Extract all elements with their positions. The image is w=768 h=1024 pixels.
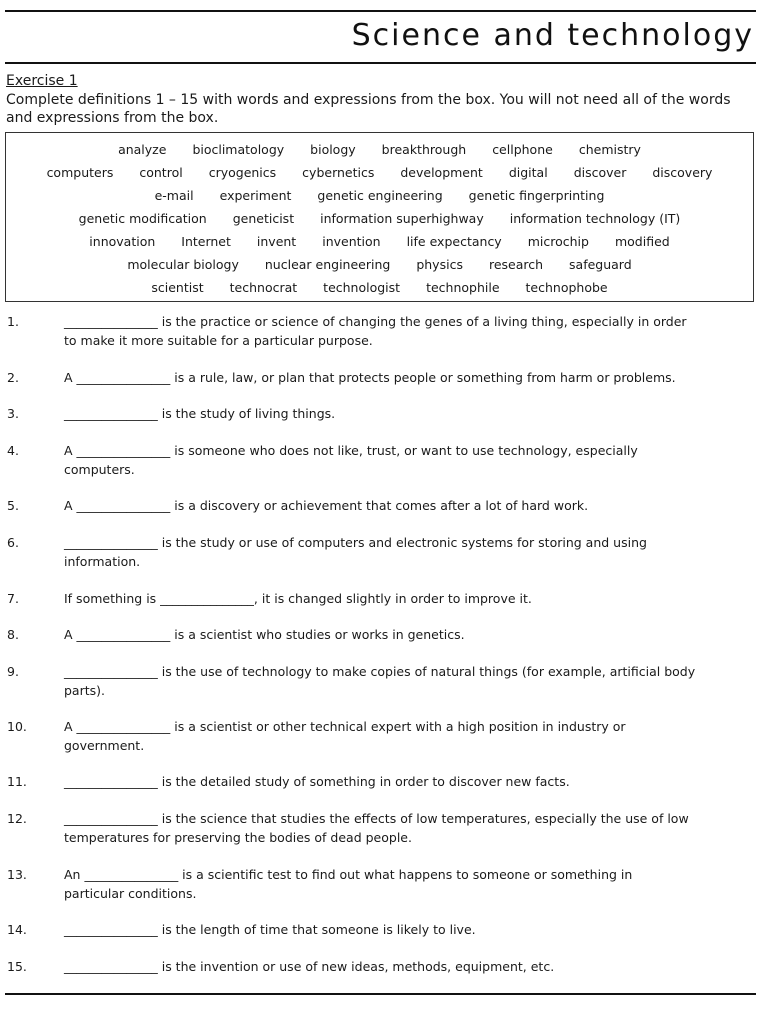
word-box-term: development xyxy=(400,165,483,180)
word-box-term: cybernetics xyxy=(302,165,375,180)
word-box-term: nuclear engineering xyxy=(264,257,391,272)
definition-number: 2. xyxy=(7,370,19,385)
bottom-rule xyxy=(5,993,756,995)
definition-line: parts). xyxy=(64,682,105,698)
word-box-term: bioclimatology xyxy=(192,142,285,157)
definition-number: 13. xyxy=(7,867,27,882)
word-box-term: research xyxy=(488,257,544,272)
definition-line: If something is _______________, it is changed slightly in order to improve it. xyxy=(64,591,532,606)
definition-text xyxy=(64,773,758,792)
definition-line: _______________ is the detailed study of something in order to discover new facts. xyxy=(64,774,570,789)
word-box-term: scientist xyxy=(151,280,204,295)
definition-line: _______________ is the study or use of computers and electronic systems for storing and using xyxy=(64,535,647,550)
definition-line: government. xyxy=(64,737,145,753)
word-box-term: computers xyxy=(46,165,114,180)
word-box-term: genetic fingerprinting xyxy=(468,188,605,203)
word-box-term: innovation xyxy=(89,234,156,249)
definition-text xyxy=(64,405,758,424)
definition-number: 1. xyxy=(7,314,19,329)
word-box-term: discovery xyxy=(652,165,713,180)
word-box-term: technologist xyxy=(323,280,401,295)
definition-line: computers. xyxy=(64,461,135,477)
word-box-row xyxy=(6,184,753,207)
definition-line: _______________ is the length of time that someone is likely to live. xyxy=(64,922,476,937)
definition-line: _______________ is the use of technology to make copies of natural things (for example, artificial body xyxy=(64,664,696,679)
definition-text xyxy=(64,866,758,903)
definition-number: 10. xyxy=(7,719,27,734)
definition-line: information. xyxy=(64,553,141,569)
definition-text xyxy=(64,497,758,516)
word-box-term: genetic modification xyxy=(78,211,207,226)
exercise-label: Exercise 1 xyxy=(6,73,78,89)
word-box-row xyxy=(6,161,753,184)
word-box-term: invention xyxy=(322,234,381,249)
word-box-term: life expectancy xyxy=(406,234,502,249)
definition-number: 3. xyxy=(7,406,19,421)
definition-text xyxy=(64,590,758,609)
definition-text xyxy=(64,313,758,350)
word-box-term: safeguard xyxy=(569,257,632,272)
definition-line: An _______________ is a scientific test to find out what happens to someone or something in xyxy=(64,867,633,882)
definition-number: 15. xyxy=(7,959,27,974)
definition-text xyxy=(64,921,758,940)
definition-line: A _______________ is someone who does not like, trust, or want to use technology, especially xyxy=(64,443,638,458)
definition-line: particular conditions. xyxy=(64,885,197,901)
word-box-row xyxy=(6,207,753,230)
definition-line: A _______________ is a scientist who studies or works in genetics. xyxy=(64,627,465,642)
title-rule xyxy=(5,62,756,64)
word-box-term: molecular biology xyxy=(127,257,239,272)
word-box-term: analyze xyxy=(118,142,167,157)
definition-text xyxy=(64,442,758,479)
word-box-term: digital xyxy=(508,165,548,180)
definition-text xyxy=(64,663,758,700)
word-box-term: microchip xyxy=(527,234,589,249)
definition-line: _______________ is the science that studies the effects of low temperatures, especially the use of low xyxy=(64,811,689,826)
exercise-instructions: Complete definitions 1 – 15 with words and expressions from the box. You will not need all of the words and expressions from the box. xyxy=(6,92,731,126)
definition-number: 14. xyxy=(7,922,27,937)
word-box-term: information technology (IT) xyxy=(509,211,681,226)
word-box-term: biology xyxy=(310,142,356,157)
definition-line: temperatures for preserving the bodies of dead people. xyxy=(64,829,412,845)
word-box-term: modified xyxy=(614,234,670,249)
definition-text xyxy=(64,958,758,977)
definition-number: 6. xyxy=(7,535,19,550)
word-box-row xyxy=(6,253,753,276)
word-box-row xyxy=(6,138,753,161)
word-box-term: genetic engineering xyxy=(317,188,443,203)
word-box xyxy=(5,132,754,302)
definition-text xyxy=(64,369,758,388)
word-box-term: Internet xyxy=(181,234,231,249)
definition-number: 7. xyxy=(7,591,19,606)
word-box-term: information superhighway xyxy=(320,211,484,226)
word-box-row xyxy=(6,230,753,253)
definition-text xyxy=(64,718,758,755)
word-box-term: invent xyxy=(256,234,297,249)
definition-text xyxy=(64,810,758,847)
word-box-term: experiment xyxy=(219,188,292,203)
word-box-term: physics xyxy=(416,257,463,272)
definition-number: 5. xyxy=(7,498,19,513)
definition-text xyxy=(64,534,758,571)
definition-line: A _______________ is a discovery or achievement that comes after a lot of hard work. xyxy=(64,498,589,513)
word-box-term: chemistry xyxy=(578,142,641,157)
word-box-term: technophile xyxy=(426,280,500,295)
top-rule xyxy=(5,10,756,12)
word-box-term: discover xyxy=(573,165,627,180)
page-title: Science and technology xyxy=(351,18,754,53)
definition-number: 8. xyxy=(7,627,19,642)
definition-text xyxy=(64,626,758,645)
definition-line: A _______________ is a scientist or other technical expert with a high position in industry or xyxy=(64,719,626,734)
definition-number: 12. xyxy=(7,811,27,826)
definition-number: 11. xyxy=(7,774,27,789)
word-box-term: cellphone xyxy=(492,142,553,157)
word-box-term: e-mail xyxy=(154,188,194,203)
word-box-term: cryogenics xyxy=(208,165,277,180)
word-box-term: control xyxy=(139,165,183,180)
definition-line: _______________ is the invention or use of new ideas, methods, equipment, etc. xyxy=(64,959,555,974)
definition-line: _______________ is the study of living things. xyxy=(64,406,336,421)
definition-line: to make it more suitable for a particular purpose. xyxy=(64,332,373,348)
definition-number: 9. xyxy=(7,664,19,679)
word-box-term: breakthrough xyxy=(381,142,467,157)
definition-line: _______________ is the practice or science of changing the genes of a living thing, especially in order xyxy=(64,314,687,329)
definition-line: A _______________ is a rule, law, or plan that protects people or something from harm or problems. xyxy=(64,370,676,385)
word-box-term: geneticist xyxy=(232,211,295,226)
word-box-term: technophobe xyxy=(525,280,608,295)
word-box-term: technocrat xyxy=(229,280,298,295)
word-box-row xyxy=(6,276,753,299)
definition-number: 4. xyxy=(7,443,19,458)
